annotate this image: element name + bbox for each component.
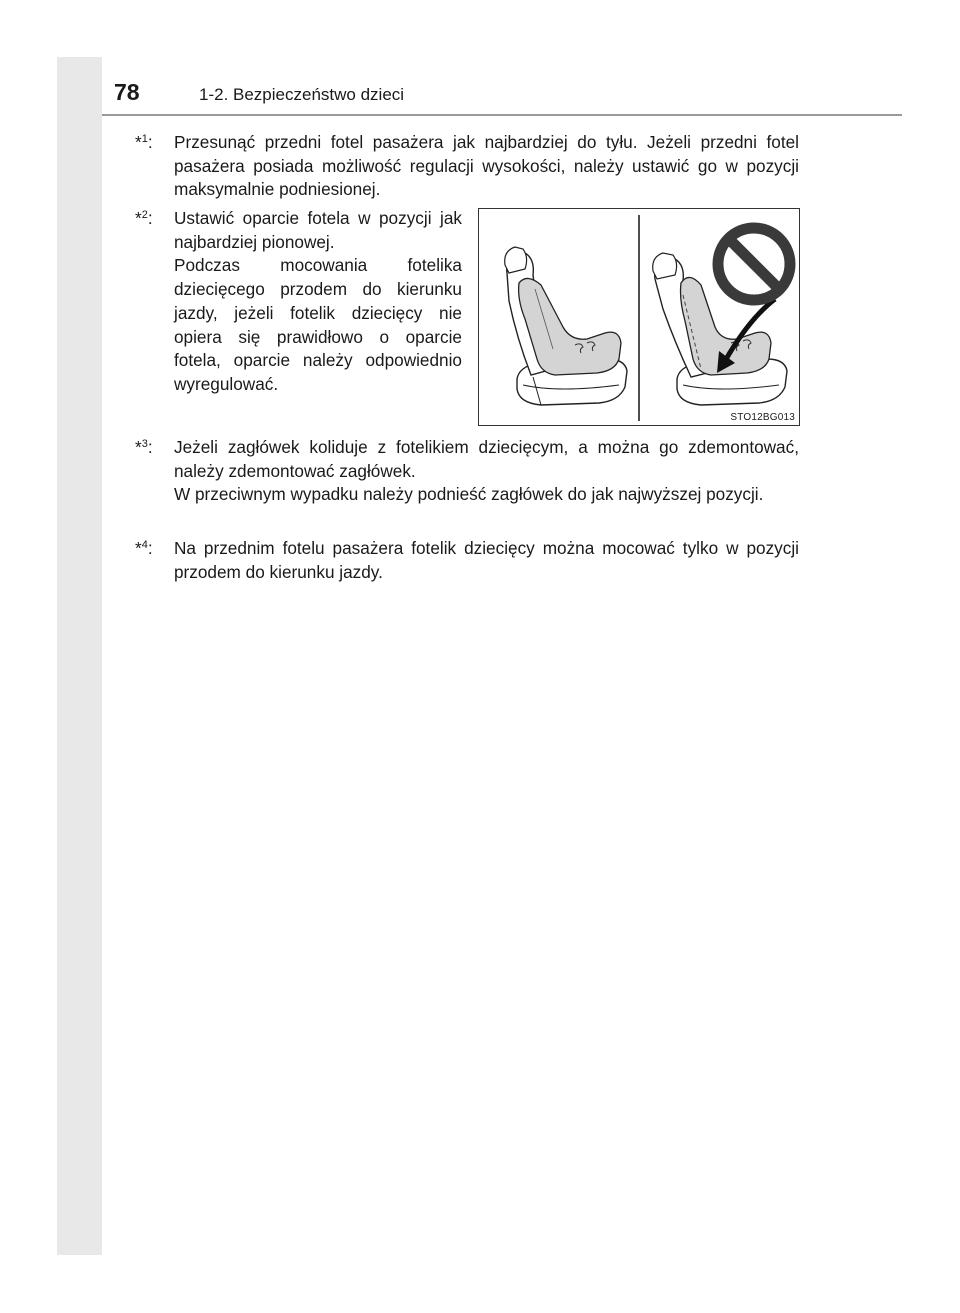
footnote-text: Na przednim fotelu pasażera fotelik dziecięcy można mocować tylko w pozycji przodem do kierunku jazdy.: [174, 538, 799, 582]
page-sidebar-strip: [57, 57, 102, 1255]
footnote-2: [135, 207, 462, 397]
header-divider: [102, 114, 902, 116]
seat-illustration: [478, 208, 800, 426]
footnote-1: [135, 131, 799, 203]
footnote-text: W przeciwnym wypadku należy podnieść zagłówek do jak najwyższej pozycji.: [174, 484, 764, 505]
footnote-marker: *$^2$:: [135, 208, 153, 228]
footnote-marker: *$^1$:: [135, 132, 153, 152]
footnote-text: Przesunąć przedni fotel pasażera jak najbardziej do tyłu. Jeżeli przedni fotel pasażera posiada możliwość regulacji wysokości, należy ustawić go w pozycji maksymalnie podniesionej.: [174, 132, 799, 200]
footnote-marker: *$^4$:: [135, 538, 153, 558]
seat-correct-icon: [505, 247, 627, 405]
footnote-text: Ustawić oparcie fotela w pozycji jak najbardziej pionowej.: [174, 208, 462, 252]
footnote-4: [135, 537, 799, 585]
page-number: 78: [114, 79, 140, 105]
footnote-3: [135, 436, 799, 532]
prohibited-icon: [718, 228, 790, 300]
footnote-text: Jeżeli zagłówek koliduje z fotelikiem dziecięcym, a można go zdemontować, należy zdemontować zagłówek.: [174, 437, 799, 481]
section-title: 1-2. Bezpieczeństwo dzieci: [199, 85, 405, 104]
figure-code: STO12BG013: [730, 412, 795, 423]
footnote-marker: *$^3$:: [135, 437, 153, 457]
footnote-text: Podczas mocowania fotelika dziecięcego przodem do kierunku jazdy, jeżeli fotelik dziecięcy nie opiera się prawidłowo o oparcie fotela, oparcie należy odpowiednio wyregulować.: [174, 255, 462, 394]
page-header: [102, 75, 902, 115]
